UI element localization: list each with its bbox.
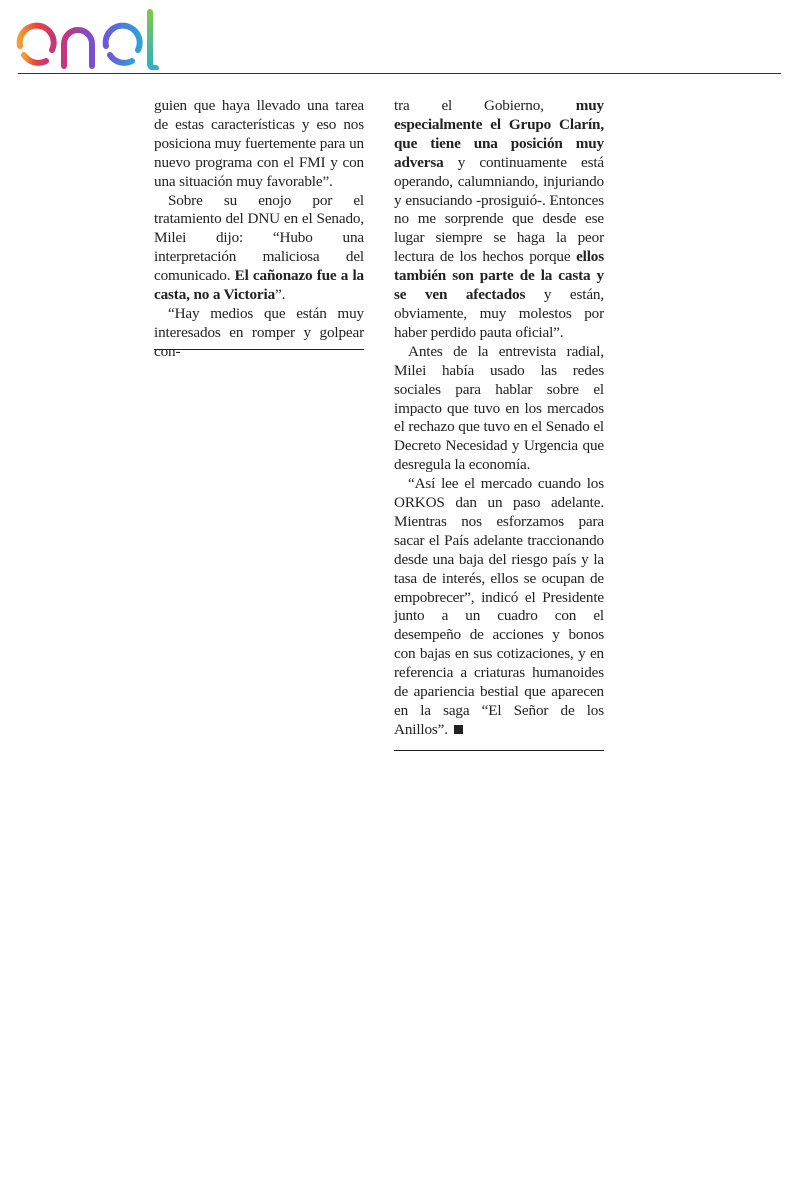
paragraph: “Hay medios que están muy interesados en romper y golpear con-: [154, 304, 364, 360]
paragraph: tra el Gobierno, muy especialmente el Grupo Clarín, que tiene una posición muy adversa y continuamente está operando, calumniando, injuriando y ensuciando -prosiguió-. Entonces no me sorprende que desde ese lugar siempre se haga la peor lectura de los hechos porque ellos también son parte de la casta y se ven afectados y están, obviamente, muy molestos por haber perdido pauta oficial”.: [394, 97, 604, 341]
article-column-1: [154, 97, 364, 362]
paragraph: Antes de la entrevista radial, Milei había usado las redes sociales para hablar sobre el impacto que tuvo en los mercados el rechazo que tuvo en el Senado el Decreto Necesidad y Urgencia que desregula la economía.: [394, 342, 604, 474]
article-column-2: [394, 97, 604, 740]
end-of-article-square-icon: [454, 725, 463, 734]
column-end-rule: [154, 349, 364, 350]
paragraph: guien que haya llevado una tarea de estas características y eso nos posiciona muy fuertemente para un nuevo programa con el FMI y con una situación muy favorable”.: [154, 97, 364, 190]
paragraph: Sobre su enojo por el tratamiento del DNU en el Senado, Milei dijo: “Hubo una interpretación maliciosa del comunicado. El cañonazo fue a la casta, no a Victoria”.: [154, 191, 364, 304]
column-end-rule: [394, 750, 604, 751]
paragraph: “Así lee el mercado cuando los ORKOS dan un paso adelante. Mientras nos esforzamos para sacar el País adelante traccionando desde una baja del riesgo país y la tasa de interés, ellos se ocupan de empobrecer”, indicó el Presidente junto a un cuadro con el desempeño de acciones y bonos con bajas en sus cotizaciones, y en referencia a criaturas humanoides de apariencia bestial que aparecen en la saga “El Señor de los Anillos”.: [394, 475, 604, 738]
enel-logo: [16, 8, 181, 70]
header-rule: [18, 73, 781, 74]
